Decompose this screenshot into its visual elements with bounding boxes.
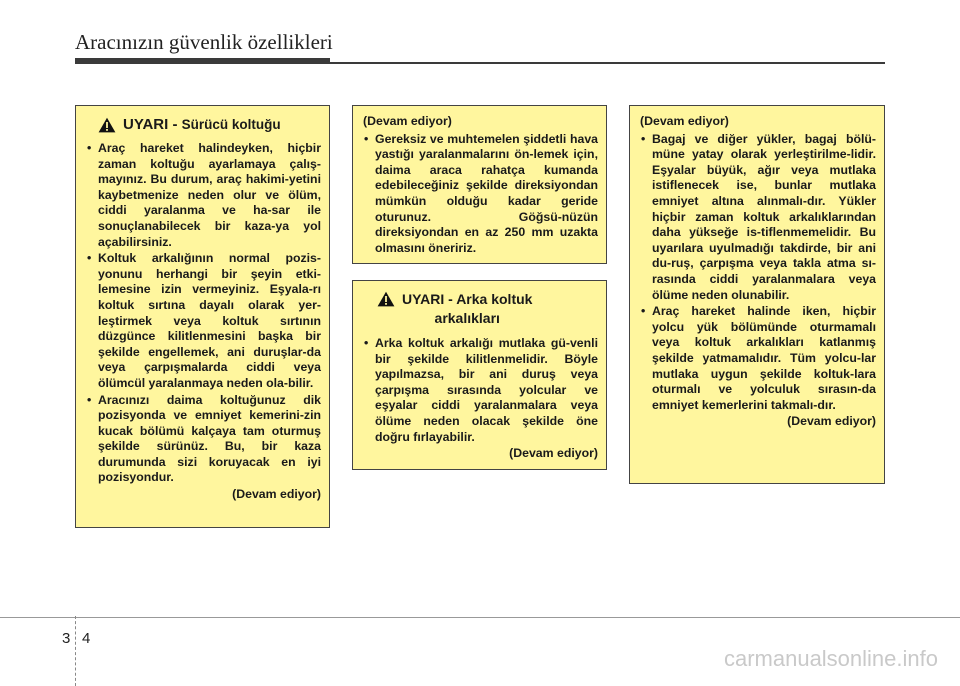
continued-label-top: (Devam ediyor) <box>363 114 452 128</box>
bullet-item: • Aracınızı daima koltuğunuz dik pozisyonda ve emniyet kemerini-zin kucak bölümü kalçaya tam oturmuş şekilde sürünüz. Bu, bir kaza durumunda sizi koruyacak en iyi pozisyondur. <box>86 393 321 487</box>
bullet-item: • Araç hareket halinde iken, hiçbir yolcu yük bölümünde oturmamalı veya koltuk arkalıkları katlanmış şekilde yatmamalıdır. Tüm yolcu-lar mutlaka uygun şekilde koltuk-lara oturmalı ve yolculuk sırasın-da emniyet kemerlerini takmalı-dır. <box>640 304 876 413</box>
warning-word: UYARI <box>123 116 169 133</box>
footer-divider <box>75 616 77 686</box>
continued-box-airbag <box>352 105 607 264</box>
page-number: 4 <box>82 630 91 647</box>
footer-rule <box>0 617 960 618</box>
bullet-list <box>86 141 321 486</box>
bullet-item: • Araç hareket halindeyken, hiçbir zaman koltuğu ayarlamaya çalış-mayınız. Bu durum, araç hakimi-yetini kaybetmenize neden olur ve ölüm, ciddi yaralanma ve ha-sar ile sonuçlanabilecek bir kaza-ya yol açabilirsiniz. <box>86 141 321 250</box>
warning-box-driver-seat <box>75 105 330 528</box>
bullet-list <box>640 132 876 414</box>
page-header-title: Aracınızın güvenlik özellikleri <box>75 30 333 54</box>
warning-triangle-icon <box>98 117 116 133</box>
continued-label: (Devam ediyor) <box>787 414 876 429</box>
watermark-text: carmanualsonline.info <box>723 646 938 671</box>
warning-triangle-icon <box>377 291 395 307</box>
section-number: 3 <box>62 630 71 647</box>
header-thick-bar <box>75 58 330 64</box>
bullet-item: • Arka koltuk arkalığı mutlaka gü-venli bir şekilde kilitlenmelidir. Böyle yapılmazsa, bir ani duruş veya çarpışma sırasında yolcular ve eşyalar ciddi yaralanmalara veya ölüme neden olacak şekilde öne doğru fırlayabilir. <box>363 336 598 445</box>
warning-title-line1: UYARI - Arka koltuk <box>402 291 533 307</box>
bullet-item: • Bagaj ve diğer yükler, bagaj bölü-müne yatay olarak yerleştirilme-lidir. Eşyalar büyük, ağır veya mutlaka istiflenecek ise, bunlar mutlaka emniyet altına alınmalı-dır. Yükler hiçbir zaman koltuk arkalıklarından daha yükseğe is-tiflenmemelidir. Bu uyarılara uyulmadığı takdirde, bir ani du-ruş, çarpışma veya takla atma sı-rasında ciddi yaralanmalara veya ölüme neden olunabilir. <box>640 132 876 304</box>
continued-box-cargo <box>629 105 885 484</box>
bullet-list <box>363 336 598 445</box>
continued-label-top: (Devam ediyor) <box>640 114 729 128</box>
warning-subtitle: Sürücü koltuğu <box>181 117 281 132</box>
bullet-list <box>363 132 598 257</box>
header-thin-rule <box>330 62 885 64</box>
bullet-item: • Koltuk arkalığının normal pozis-yonunu herhangi bir şeyin etki-lemesine izin vermeyiniz. Eşyala-rı koltuk sırtına dayalı olarak yer-leştirmek veya koltuk sırtının düzgünce kilitlenmesini başka bir şekilde engellemek, ani duruşlar-da veya çarpışmalarda ciddi veya ölümcül yaralanmaya neden ola-bilir. <box>86 251 321 391</box>
continued-label: (Devam ediyor) <box>509 446 598 461</box>
warning-title <box>98 116 321 134</box>
warning-box-rear-seatback <box>352 280 607 470</box>
warning-title-line2: arkalıkları <box>434 310 500 326</box>
continued-label: (Devam ediyor) <box>232 487 321 502</box>
warning-title <box>377 290 598 328</box>
bullet-item: • Gereksiz ve muhtemelen şiddetli hava yastığı yaralanmalarını ön-lemek için, daima araca rahatça kumanda edebileceğiniz şekilde direksiyondan mümkün olduğu kadar geride oturunuz. Göğsü-nüzün direksiyondan en az 250 mm uzakta olmasını öneririz. <box>363 132 598 257</box>
title-dash: - <box>172 116 178 133</box>
